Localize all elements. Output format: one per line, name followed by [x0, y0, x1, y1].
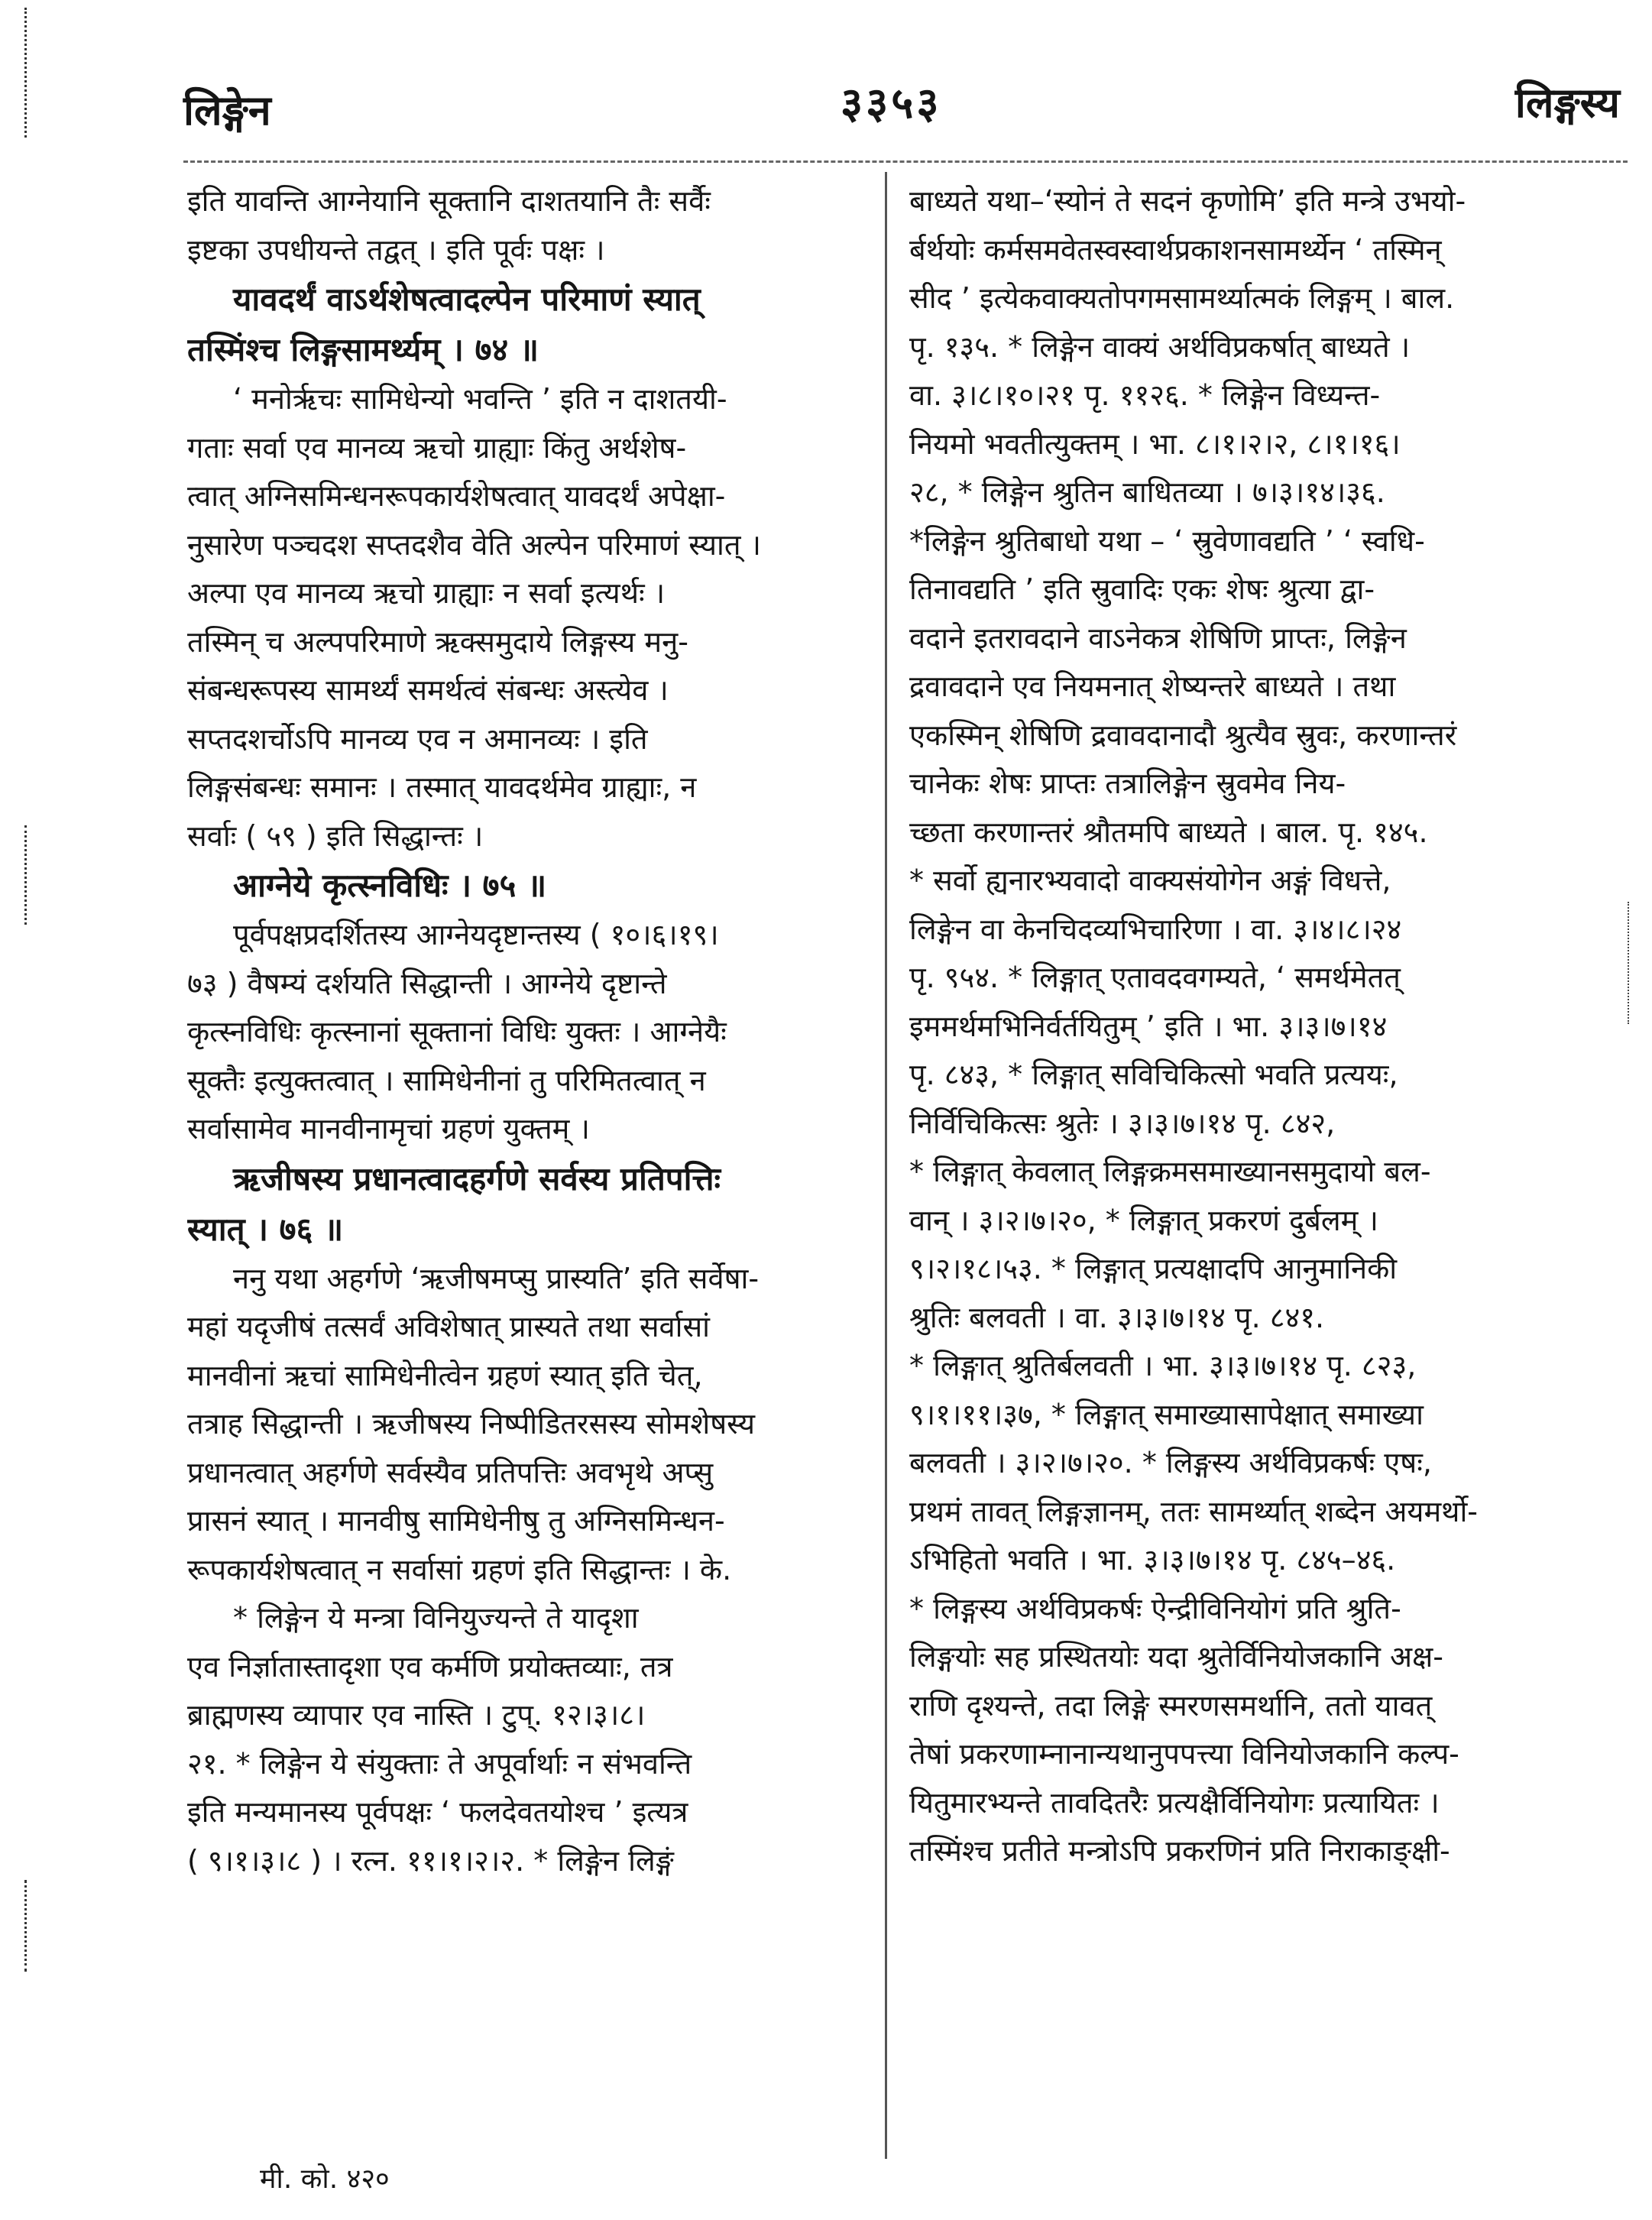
text-line: तत्राह सिद्धान्ती । ऋजीषस्य निष्पीडितरसस्य सोमशेषस्य: [187, 1407, 755, 1441]
text-line: राणि दृश्यन्ते, तदा लिङ्गे स्मरणसमर्थानि, ततो यावत्: [909, 1688, 1433, 1723]
text-line: ९।२।१८।५३. * लिङ्गात् प्रत्यक्षादपि आनुमानिकी: [909, 1252, 1398, 1285]
text-line: इममर्थमभिनिर्वर्तयितुम् ’ इति । भा. ३।३।७।१४: [909, 1009, 1388, 1043]
text-line: * सर्वो ह्यनारभ्यवादो वाक्यसंयोगेन अङ्गं विधत्ते,: [909, 864, 1391, 897]
header-rule: [183, 160, 1628, 163]
text-line: इति यावन्ति आग्नेयानि सूक्तानि दाशतयानि तैः सर्वैः: [187, 184, 711, 218]
margin-mark: [1628, 902, 1629, 1024]
text-line: कृत्स्नविधिः कृत्स्नानां सूक्तानां विधिः युक्तः । आग्नेयैः: [187, 1015, 727, 1048]
text-line: बाध्यते यथा–‘स्योनं ते सदनं कृणोमि’ इति मन्त्रे उभयो-: [909, 184, 1466, 218]
text-line: प्रथमं तावत् लिङ्गज्ञानम्, ततः सामर्थ्यात् शब्देन अयमर्थो-: [909, 1494, 1479, 1528]
text-line: प्रधानत्वात् अहर्गणे सर्वस्यैव प्रतिपत्तिः अवभृथे अप्सु: [187, 1455, 714, 1489]
text-line: संबन्धरूपस्य सामर्थ्यं समर्थत्वं संबन्धः अस्त्येव ।: [187, 673, 669, 707]
text-line: सप्तदशर्चोऽपि मानव्य एव न अमानव्यः । इति: [187, 721, 648, 756]
right-column: [909, 177, 1628, 2164]
text-line: द्रवावदाने एव नियमनात् शेष्यन्तरे बाध्यते । तथा: [909, 669, 1396, 703]
text-line: * लिङ्गेन ये मन्त्रा विनियुज्यन्ते ते यादृशा: [233, 1601, 639, 1635]
text-line: अल्पा एव मानव्य ऋचो ग्राह्याः न सर्वा इत्यर्थः ।: [187, 576, 666, 610]
text-line: सूक्तैः इत्युक्तत्वात् । सामिधेनीनां तु परिमितत्वात् न: [187, 1063, 706, 1097]
text-line: लिङ्गसंबन्धः समानः । तस्मात् यावदर्थमेव ग्राह्याः, न: [187, 770, 697, 804]
column-divider: [885, 172, 887, 2159]
text-line: वदाने इतरावदाने वाऽनेकत्र शेषिणि प्राप्तः, लिङ्गेन: [909, 621, 1407, 655]
sutra-line: स्यात् । ७६ ॥: [187, 1210, 344, 1248]
text-line: इति मन्यमानस्य पूर्वपक्षः ‘ फलदेवतयोश्च ’ इत्यत्र: [187, 1795, 688, 1829]
text-line: तस्मिन् च अल्पपरिमाणे ऋक्समुदाये लिङ्गस्य मनु-: [187, 624, 688, 659]
text-line: बलवती । ३।२।७।२०. * लिङ्गस्य अर्थविप्रकर्षः एषः,: [909, 1446, 1433, 1479]
header-right-word: लिङ्गस्य: [1514, 79, 1620, 127]
sutra-line: ऋजीषस्य प्रधानत्वादहर्गणे सर्वस्य प्रतिपत्तिः: [233, 1159, 721, 1198]
text-line: २८, * लिङ्गेन श्रुतिन बाधितव्या । ७।३।१४।३६.: [909, 475, 1385, 509]
text-line: नुसारेण पञ्चदश सप्तदशैव वेति अल्पेन परिमाणं स्यात् ।: [187, 527, 761, 562]
text-line: त्वात् अग्निसमिन्धनरूपकार्यशेषत्वात् यावदर्थं अपेक्षा-: [187, 479, 726, 513]
text-line: एकस्मिन् शेषिणि द्रवावदानादौ श्रुत्यैव स्रुवः, करणान्तरं: [909, 718, 1457, 752]
text-line: निर्विचिकित्सः श्रुतेः । ३।३।७।१४ पृ. ८४२,: [909, 1106, 1336, 1140]
sutra-line: यावदर्थं वाऽर्थशेषत्वादल्पेन परिमाणं स्यात्: [233, 280, 701, 318]
text-line: प्रासनं स्यात् । मानवीषु सामिधेनीषु तु अग्निसमिन्धन-: [187, 1504, 725, 1538]
text-line: वान् । ३।२।७।२०, * लिङ्गात् प्रकरणं दुर्बलम् ।: [909, 1203, 1378, 1237]
text-line: पृ. १३५. * लिङ्गेन वाक्यं अर्थविप्रकर्षात् बाध्यते ।: [909, 329, 1411, 364]
sutra-line: तस्मिंश्च लिङ्गसामर्थ्यम् । ७४ ॥: [187, 331, 539, 368]
text-line: ७३ ) वैषम्यं दर्शयति सिद्धान्ती । आग्नेये दृष्टान्ते: [187, 966, 667, 1000]
text-line: र्बर्थयोः कर्मसमवेतस्वस्वार्थप्रकाशनसामर्थ्येन ‘ तस्मिन्: [909, 232, 1442, 267]
text-line: महां यदृजीषं तत्सर्वं अविशेषात् प्रास्यते तथा सर्वासां: [187, 1310, 711, 1343]
text-line: लिङ्गेन वा केनचिदव्यभिचारिणा । वा. ३।४।८।२४: [909, 912, 1402, 946]
text-line: तिनावद्यति ’ इति स्रुवादिः एकः शेषः श्रुत्या द्वा-: [909, 572, 1375, 606]
page-header: [183, 65, 1620, 149]
text-line: यितुमारभ्यन्ते तावदितरैः प्रत्यक्षैर्विनियोगः प्रत्यायितः ।: [909, 1785, 1440, 1820]
text-line: ब्राह्मणस्य व्यापार एव नास्ति । टुप्. १२।३।८।: [187, 1698, 646, 1732]
text-line: च्छता करणान्तरं श्रौतमपि बाध्यते । बाल. पृ. १४५.: [909, 815, 1428, 849]
text-line: * लिङ्गस्य अर्थविप्रकर्षः ऐन्द्रीविनियोगं प्रति श्रुति-: [909, 1591, 1401, 1625]
text-line: पृ. ९५४. * लिङ्गात् एतावदवगम्यते, ‘ समर्थमेतत्: [909, 961, 1401, 994]
text-line: ( ९।१।३।८ ) । रत्न. ११।१।२।२. * लिङ्गेन लिङ्गं: [187, 1843, 674, 1878]
text-line: सीद ’ इत्येकवाक्यतोपगमसामर्थ्यात्मकं लिङ्गम् । बाल.: [909, 281, 1455, 315]
text-line: गताः सर्वा एव मानव्य ऋचो ग्राह्याः किंतु अर्थशेष-: [187, 430, 687, 465]
text-line: एव निर्ज्ञातास्तादृशा एव कर्मणि प्रयोक्तव्याः, तत्र: [187, 1649, 673, 1684]
header-left-word: लिङ्गेन: [183, 86, 271, 134]
text-line: लिङ्गयोः सह प्रस्थितयोः यदा श्रुतेर्विनियोजकानि अक्ष-: [909, 1640, 1444, 1674]
text-line: मानवीनां ऋचां सामिधेनीत्वेन ग्रहणं स्यात् इति चेत्,: [187, 1358, 703, 1392]
text-line: पृ. ८४३, * लिङ्गात् सविचिकित्सो भवति प्रत्ययः,: [909, 1058, 1398, 1091]
text-line: ऽभिहितो भवति । भा. ३।३।७।१४ पृ. ८४५–४६.: [909, 1543, 1396, 1577]
text-line: पूर्वपक्षप्रदर्शितस्य आग्नेयदृष्टान्तस्य ( १०।६।१९।: [233, 918, 719, 951]
text-line: ‘ मनोर्ऋचः सामिधेन्यो भवन्ति ’ इति न दाशतयी-: [233, 382, 727, 416]
text-line: नियमो भवतीत्युक्तम् । भा. ८।१।२।२, ८।१।१६।: [909, 426, 1401, 461]
margin-mark: [24, 825, 27, 925]
text-line: रूपकार्यशेषत्वात् न सर्वासां ग्रहणं इति सिद्धान्तः । के.: [187, 1552, 732, 1586]
margin-mark: [24, 8, 27, 138]
text-line: * लिङ्गात् श्रुतिर्बलवती । भा. ३।३।७।१४ पृ. ८२३,: [909, 1349, 1417, 1382]
page-number: ३३५३: [841, 79, 942, 128]
text-line: ९।१।११।३७, * लिङ्गात् समाख्यासापेक्षात् समाख्या: [909, 1397, 1424, 1431]
margin-mark: [24, 1880, 27, 1972]
text-line: ननु यथा अहर्गणे ‘ऋजीषमप्सु प्रास्यति’ इति सर्वेषा-: [233, 1261, 760, 1295]
text-line: * लिङ्गात् केवलात् लिङ्गक्रमसमाख्यानसमुदायो बल-: [909, 1155, 1431, 1188]
text-line: चानेकः शेषः प्राप्तः तत्रालिङ्गेन स्रुवमेव निय-: [909, 766, 1346, 800]
text-line: २१. * लिङ्गेन ये संयुक्ताः ते अपूर्वार्थाः न संभवन्ति: [187, 1746, 692, 1781]
text-line: इष्टका उपधीयन्ते तद्वत् । इति पूर्वः पक्षः ।: [187, 232, 605, 267]
text-line: सर्वासामेव मानवीनामृचां ग्रहणं युक्तम् ।: [187, 1112, 590, 1146]
left-column: [187, 177, 860, 2164]
text-line: सर्वाः ( ५९ ) इति सिद्धान्तः ।: [187, 818, 484, 853]
page-footer: मी. को. ४२०: [260, 2163, 390, 2195]
sutra-line: आग्नेये कृत्स्नविधिः । ७५ ॥: [233, 867, 547, 904]
text-line: श्रुतिः बलवती । वा. ३।३।७।१४ पृ. ८४१.: [909, 1300, 1325, 1334]
text-line: *लिङ्गेन श्रुतिबाधो यथा – ‘ स्रुवेणावद्यति ’ ‘ स्वधि-: [909, 523, 1425, 558]
text-line: तस्मिंश्च प्रतीते मन्त्रोऽपि प्रकरणिनं प्रति निराकाङ्क्षी-: [909, 1834, 1450, 1868]
text-line: वा. ३।८।१०।२१ पृ. ११२६. * लिङ्गेन विध्यन्त-: [909, 378, 1381, 412]
text-line: तेषां प्रकरणाम्नानान्यथानुपपत्त्या विनियोजकानि कल्प-: [909, 1737, 1459, 1771]
